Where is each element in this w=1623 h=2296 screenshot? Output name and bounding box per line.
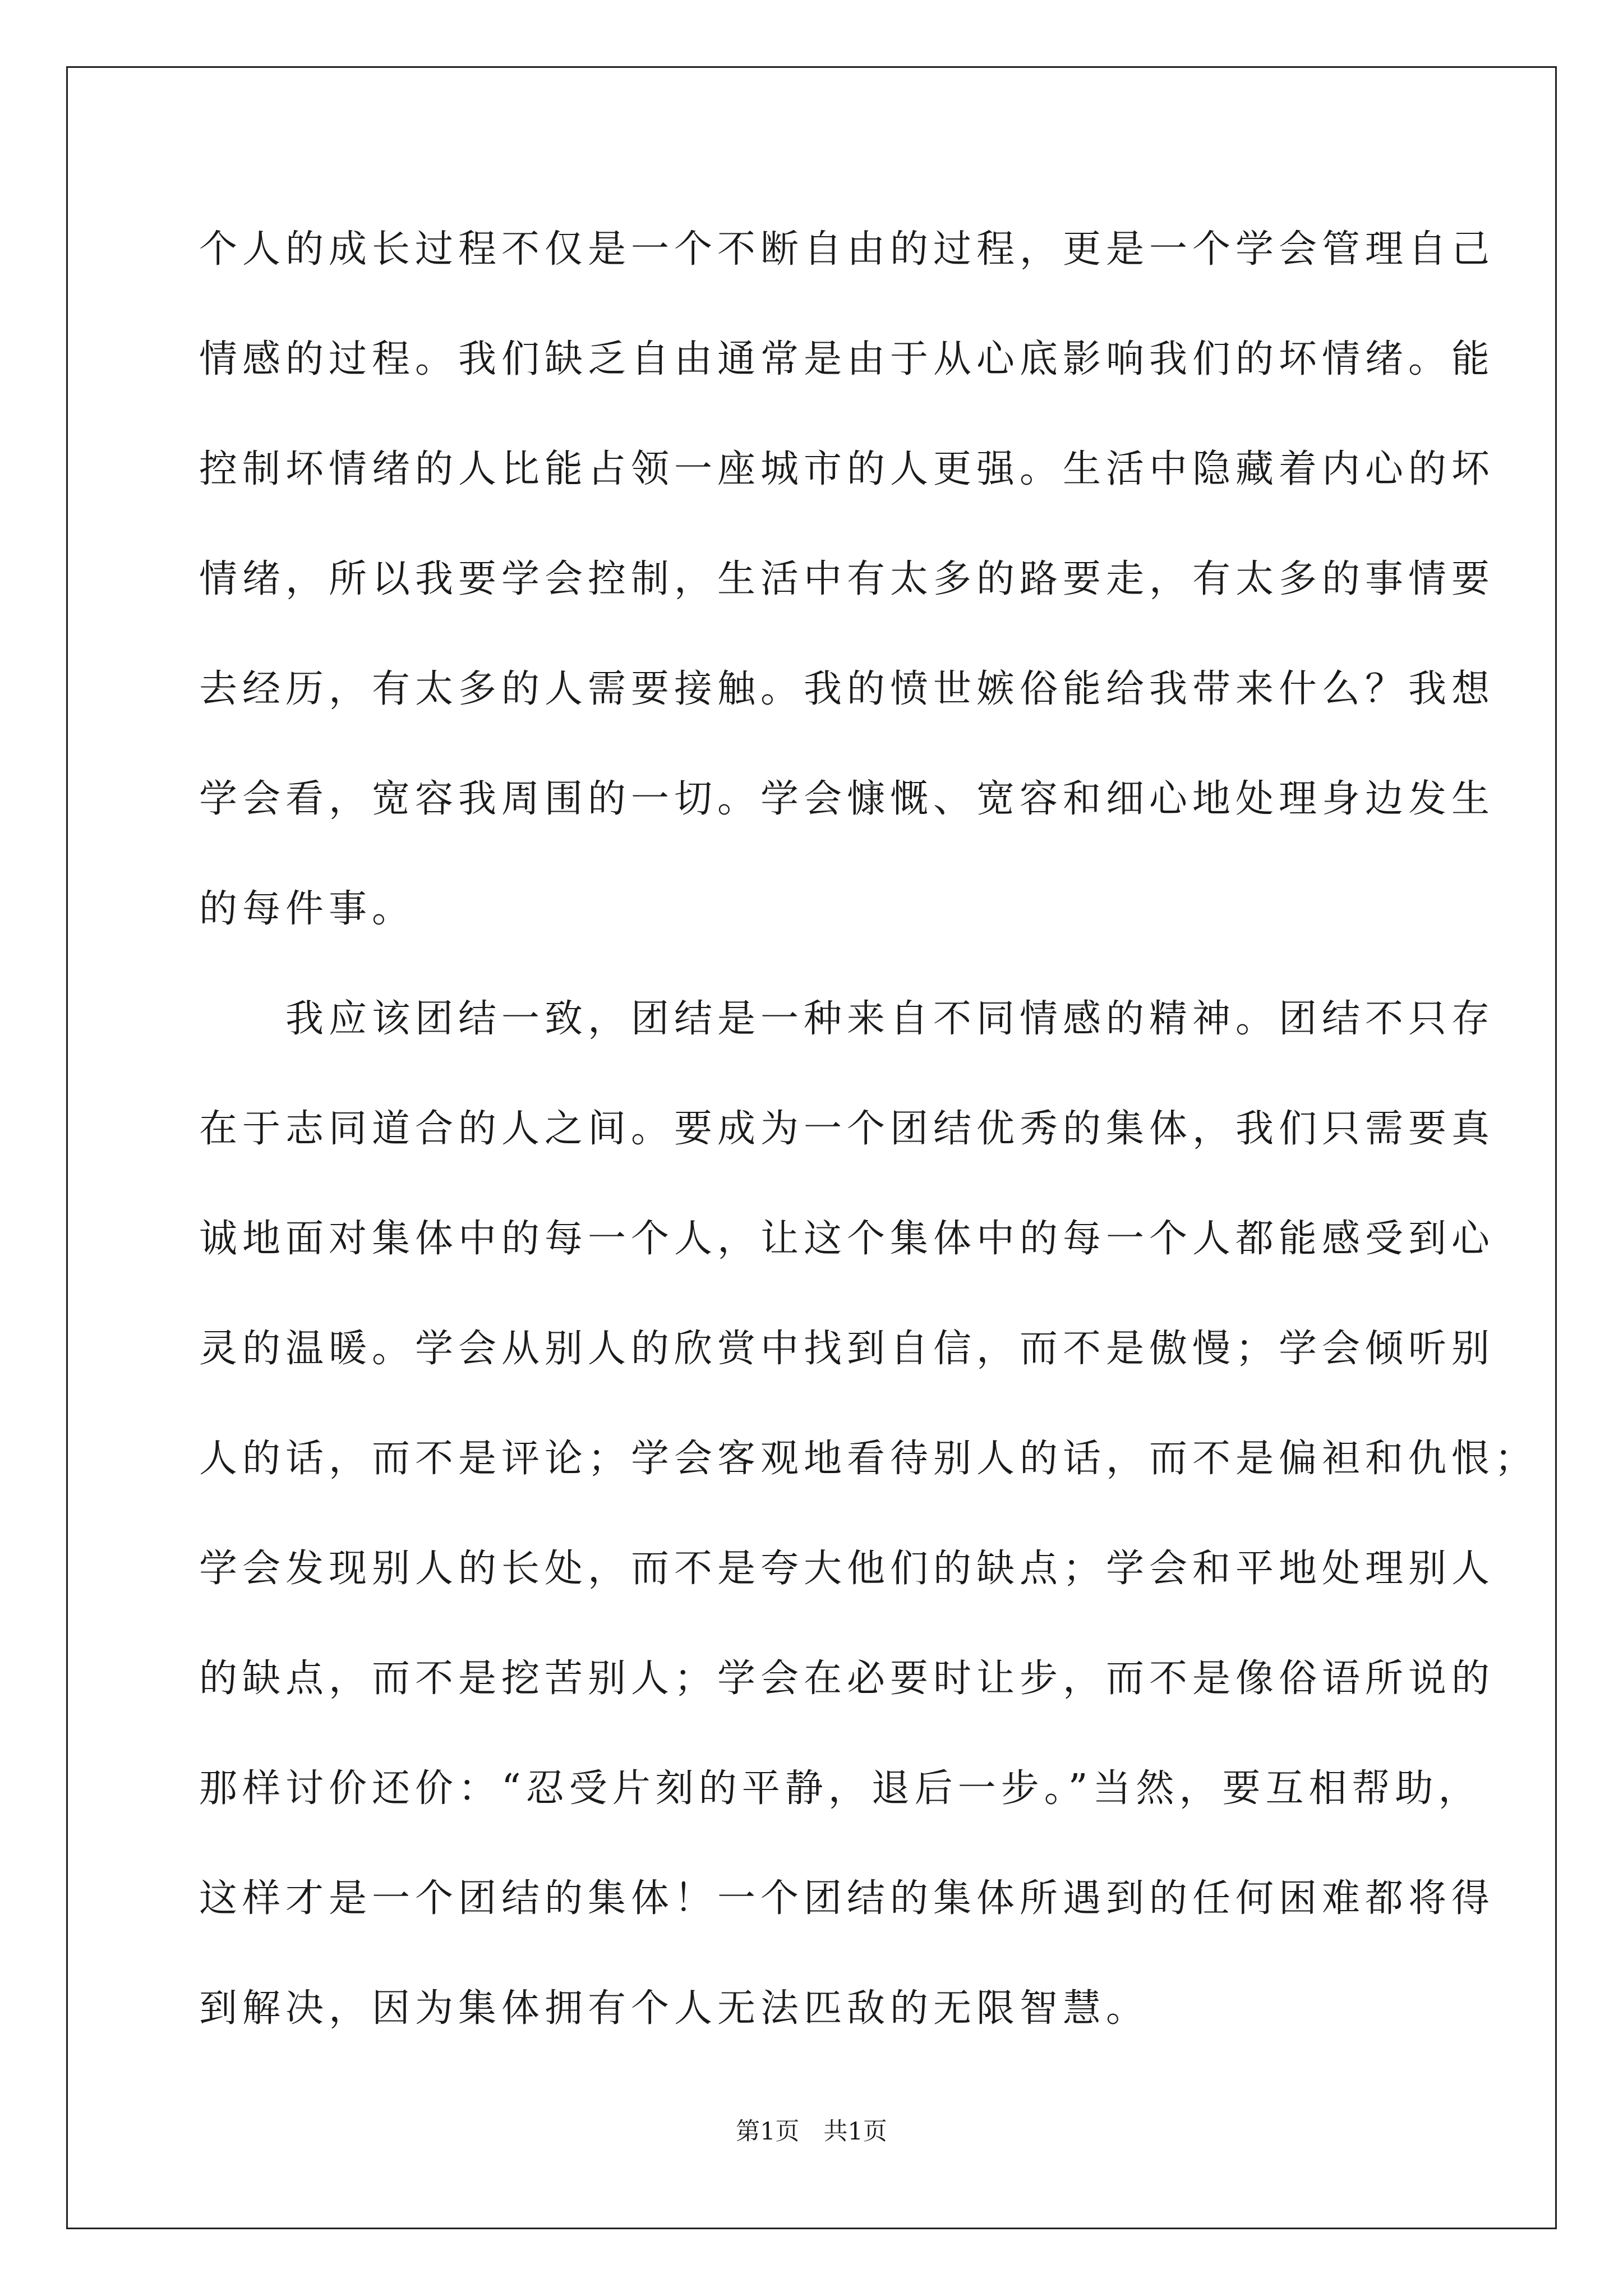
text-line: 的每件事。	[199, 887, 416, 931]
text-line: 情绪，所以我要学会控制，生活中有太多的路要走，有太多的事情要	[199, 557, 1495, 601]
text-line: 灵的温暖。学会从别人的欣赏中找到自信，而不是傲慢；学会倾听别	[199, 1327, 1495, 1371]
text-line: 个人的成长过程不仅是一个不断自由的过程，更是一个学会管理自己	[199, 227, 1495, 272]
text-line: 控制坏情绪的人比能占领一座城市的人更强。生活中隐藏着内心的坏	[199, 447, 1495, 491]
page-number-footer: 第1页 共1页	[736, 2118, 887, 2146]
text-line: 诚地面对集体中的每一个人，让这个集体中的每一个人都能感受到心	[199, 1217, 1495, 1261]
text-line: 情感的过程。我们缺乏自由通常是由于从心底影响我们的坏情绪。能	[199, 337, 1495, 381]
text-line: 我应该团结一致，团结是一种来自不同情感的精神。团结不只存	[199, 997, 1495, 1041]
text-line: 的缺点，而不是挖苦别人；学会在必要时让步，而不是像俗语所说的	[199, 1657, 1495, 1701]
document-body	[199, 219, 1538, 2088]
text-line: 学会发现别人的长处，而不是夸大他们的缺点；学会和平地处理别人	[199, 1547, 1495, 1591]
text-line: 这样才是一个团结的集体！一个团结的集体所遇到的任何困难都将得	[199, 1876, 1495, 1921]
text-line: 人的话，而不是评论；学会客观地看待别人的话，而不是偏袒和仇恨；	[199, 1437, 1538, 1481]
text-line: 到解决，因为集体拥有个人无法匹敌的无限智慧。	[199, 1986, 1150, 2031]
text-line: 去经历，有太多的人需要接触。我的愤世嫉俗能给我带来什么？我想	[199, 667, 1495, 711]
text-line: 那样讨价还价：“忍受片刻的平静，退后一步。”当然，要互相帮助，	[199, 1766, 1482, 1811]
text-line: 学会看，宽容我周围的一切。学会慷慨、宽容和细心地处理身边发生	[199, 777, 1495, 821]
text-line: 在于志同道合的人之间。要成为一个团结优秀的集体，我们只需要真	[199, 1107, 1495, 1151]
